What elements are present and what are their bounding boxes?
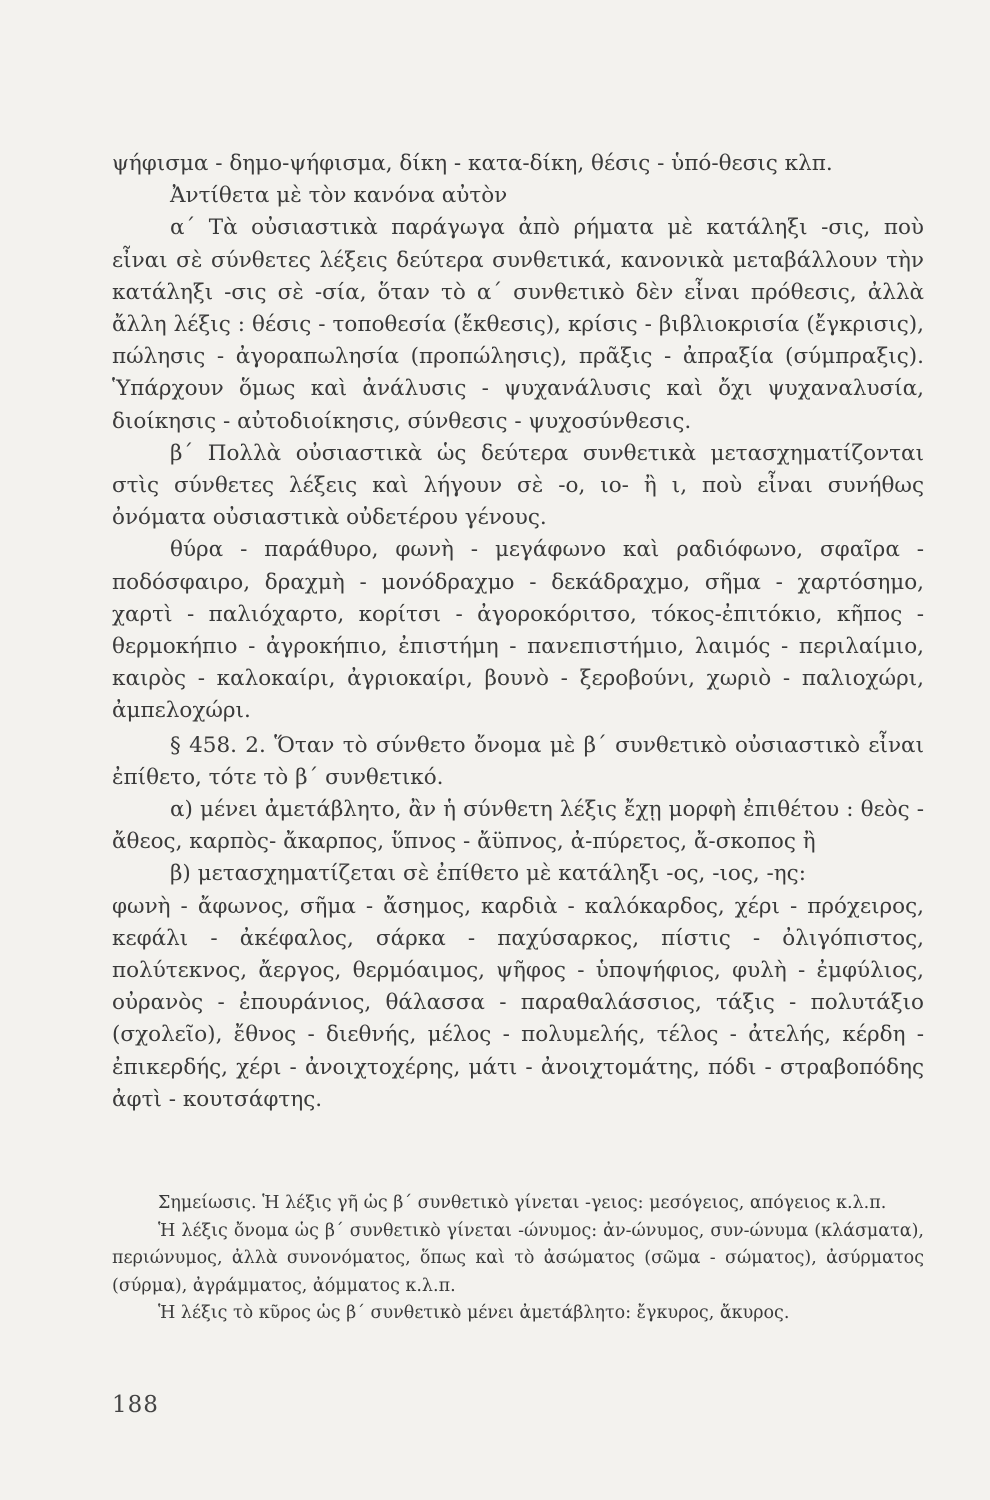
- paragraph: ψήφισμα - δημο-ψήφισμα, δίκη - κατα-δίκη, θέσις - ὑπό-θεσις κλπ.: [112, 151, 833, 176]
- paragraph: β) μετασχηματίζεται σὲ ἐπίθετο μὲ κατάληξι -ος, -ιος, -ης:: [170, 861, 806, 887]
- note: Ἡ λέξις τὸ κῦρος ὡς β΄ συνθετικὸ μένει ἀμετάβλητο: ἔγκυρος, ἄκυρος.: [158, 1303, 790, 1323]
- notes-block: [112, 1190, 924, 1328]
- paragraph: Ἀντίθετα μὲ τὸν κανόνα αὐτὸν: [170, 183, 508, 209]
- section-paragraph: § 458. 2. Ὅταν τὸ σύνθετο ὄνομα μὲ β΄ συνθετικὸ οὐσιαστικὸ εἶναι ἐπίθετο, τότε τὸ β΄ συνθετικό.: [112, 732, 924, 790]
- note: Σημείωσις. Ἡ λέξις γῆ ὡς β΄ συνθετικὸ γίνεται -γειος: μεσόγειος, απόγειος κ.λ.π.: [158, 1193, 887, 1213]
- note: Ἡ λέξις ὄνομα ὡς β΄ συνθετικὸ γίνεται -ώνυμος: ἀν-ώνυμος, συν-ώνυμα (κλάσματα), περιώνυμος, ἀλλὰ συνονόματος, ὅπως καὶ τὸ ἀσώματος (σῶμα - σώματος), ἀσύρματος (σύρμα), ἀγράμματος, ἀόμματος κ.λ.π.: [112, 1220, 924, 1296]
- main-text: [112, 148, 924, 1116]
- paragraph: φωνὴ - ἄφωνος, σῆμα - ἄσημος, καρδιὰ - καλόκαρδος, χέρι - πρόχειρος, κεφάλι - ἀκέφαλος, σάρκα - παχύσαρκος, πίστις - ὀλιγόπιστος, πολύτεκνος, ἄεργος, θερμόαιμος, ψῆφος - ὑποψήφιος, φυλὴ - ἐμφύλιος, οὐρανὸς - ἐπουράνιος, θάλασσα - παραθαλάσσιος, τάξις - πολυτάξιο (σχολεῖο), ἔθνος - διεθνής, μέλος - πολυμελής, τέλος - ἀτελής, κέρδη - ἐπικερδής, χέρι - ἀνοιχτοχέρης, μάτι - ἀνοιχτομάτης, πόδι - στραβοπόδης ἀφτὶ - κουτσάφτης.: [112, 893, 924, 1112]
- paragraph: α) μένει ἀμετάβλητο, ἂν ἡ σύνθετη λέξις ἔχῃ μορφὴ ἐπιθέτου : θεὸς - ἄθεος, καρπὸς- ἄκαρπος, ὕπνος - ἄϋπνος, ἀ-πύρετος, ἄ-σκοπος ἢ: [112, 797, 924, 855]
- paragraph: θύρα - παράθυρο, φωνὴ - μεγάφωνο καὶ ραδιόφωνο, σφαῖρα - ποδόσφαιρο, δραχμὴ - μονόδραχμο - δεκάδραχμο, σῆμα - χαρτόσημο, χαρτὶ - παλιόχαρτο, κορίτσι - ἀγοροκόριτσο, τόκος-ἐπιτόκιο, κῆπος - θερμοκήπιο - ἀγροκήπιο, ἐπιστήμη - πανεπιστήμιο, λαιμός - περιλαίμιο, καιρὸς - καλοκαίρι, ἀγριοκαίρι, βουνὸ - ξεροβούνι, χωριὸ - παλιοχώρι, ἀμπελοχώρι.: [112, 537, 924, 724]
- page-number: 188: [112, 1392, 159, 1418]
- paragraph: α΄ Τὰ οὐσιαστικὰ παράγωγα ἀπὸ ρήματα μὲ κατάληξι -σις, ποὺ εἶναι σὲ σύνθετες λέξεις δεύτερα συνθετικά, κανονικὰ μεταβάλλουν τὴν κατάληξι -σις σὲ -σία, ὅταν τὸ α΄ συνθετικὸ δὲν εἶναι πρόθεσις, ἀλλὰ ἄλλη λέξις : θέσις - τοποθεσία (ἔκθεσις), κρίσις - βιβλιοκρισία (ἔγκρισις), πώλησις - ἀγοραπωλησία (προπώλησις), πρᾶξις - ἀπραξία (σύμπραξις). Ὑπάρχουν ὅμως καὶ ἀνάλυσις - ψυχανάλυσις καὶ ὄχι ψυχαναλυσία, διοίκησις - αὐτοδιοίκησις, σύνθεσις - ψυχοσύνθεσις.: [112, 215, 924, 434]
- paragraph: β΄ Πολλὰ οὐσιαστικὰ ὡς δεύτερα συνθετικὰ μετασχηματίζονται στὶς σύνθετες λέξεις καὶ λήγουν σὲ -ο, ιο- ἢ ι, ποὺ εἶναι συνήθως ὀνόματα οὐσιαστικὰ οὐδετέρου γένους.: [112, 440, 924, 531]
